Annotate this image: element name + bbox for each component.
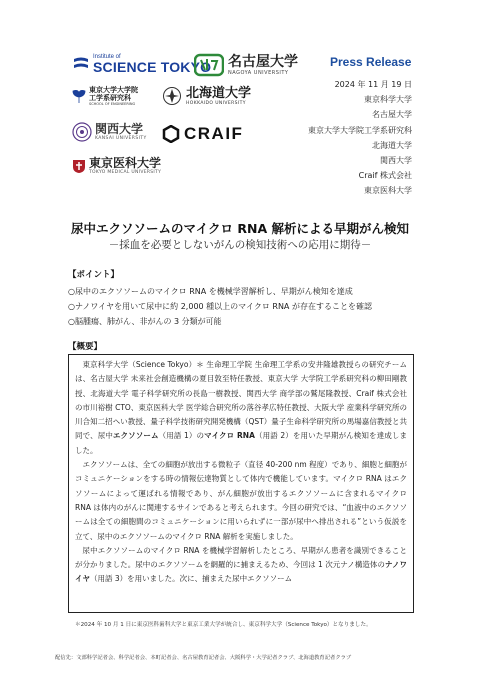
summary-heading: 【概要】 — [68, 342, 103, 352]
tokyo-eng-name-1: 東京大学大学院 — [89, 86, 138, 94]
nagoya-name: 名古屋大学 — [228, 53, 298, 70]
craif-mark-icon — [162, 125, 180, 143]
summary-text — [69, 355, 413, 587]
tmu-sub: TOKYO MEDICAL UNIVERSITY — [89, 170, 162, 175]
point-item: ○脳腫瘍、肺がん、非がんの 3 分類が可能 — [68, 317, 222, 327]
science-tokyo-institute: Institute of — [93, 54, 121, 60]
hokkaido-logo — [162, 86, 251, 106]
summary-text-span: 尿中エクソソームのマイクロ RNA を機械学習解析したところ、早期がん患者を識別できることが分かりました。尿中のエクソソームを網羅的に捕まえるため、今回は 1 次元ナノ構造体の — [75, 545, 407, 570]
term-exosome: エクソソーム — [112, 431, 159, 441]
issuer-item: 関西大学 — [380, 156, 412, 166]
kansai-crest-icon — [72, 122, 92, 142]
nagoya-logo — [194, 53, 298, 77]
craif-logo — [162, 124, 243, 144]
points-heading: 【ポイント】 — [68, 270, 120, 280]
summary-paragraph-1 — [75, 358, 407, 458]
term-microrna: マイクロ RNA — [204, 431, 255, 441]
point-item: ○尿中のエクソソームのマイクロ RNA を機械学習解析し、早期がん検知を達成 — [68, 287, 353, 296]
distribution-list: 配信先：文部科学記者会、科学記者会、本町記者会、名古屋教育記者会、大阪科学・大学記者クラブ、北海道教育記者クラブ — [55, 655, 352, 661]
summary-text-span: 東京科学大学（Science Tokyo）＊ 生命理工学院 生命理工学系の安井隆雄教授らの研究チームは、名古屋大学 未来社会創造機構の夏目敦至特任教授、東京大学 大学院工学系研究科の柳田剛教授、北海道大学 電子科学研究所の長島一樹教授、関西大学 商学部の鷲尾隆教授、Craif 株式会社の市川裕樹 CTO、東京医科大学 医学総合研究所の落谷孝広特任教授、大阪大学 産業科学研究所の川合知二招へい教授、量子科学技術研究開発機構（QST）量子生命科学研究所の馬場嘉信教授と共同で、尿中 — [75, 360, 407, 441]
kansai-name: 関西大学 — [95, 122, 144, 136]
issuer-item: Craif 株式会社 — [358, 171, 412, 181]
issuer-list — [308, 77, 412, 199]
summary-text-span: （用語 1）の — [158, 431, 205, 441]
tokyo-eng-sub: SCHOOL OF ENGINEERING — [89, 102, 136, 106]
summary-paragraph-2: エクソソームは、全ての細胞が放出する微粒子（直径 40-200 nm 程度）であり、細胞と細胞がコミュニケーションをする時の情報伝達物質として体内で機能しています。マイクロ RNA はエクソソームによって運ばれる情報であり、がん細胞が放出するエクソソームに含まれるマイクロ RNA は体内のがんに関連するサインであると考えられます。今回の研究では、“血液中のエクソソームは全ての細胞間のコミュニケーションに用いられずに一部が尿中へ排出される”という仮説を立て、尿中のエクソソームのマイクロ RNA 解析を実施しました。 — [75, 460, 407, 541]
term-nanowire: ナノワイヤ — [75, 560, 407, 584]
issuer-item: 東京大学大学院工学系研究科 — [308, 125, 412, 135]
document-subtitle: －採血を必要としないがんの検知技術への応用に期待－ — [108, 239, 372, 251]
issuer-item: 東京科学大学 — [364, 95, 412, 105]
hokkaido-crest-icon — [162, 86, 182, 106]
summary-paragraph-3 — [75, 544, 407, 587]
nagoya-mark-icon — [194, 53, 224, 77]
ginkgo-icon — [72, 88, 86, 104]
issuer-item: 北海道大学 — [372, 140, 412, 150]
summary-text-span: （用語 2）を用いた早期がん検知を達成しました。 — [75, 431, 408, 455]
tmu-crest-icon — [72, 158, 86, 174]
kansai-sub: KANSAI UNIVERSITY — [95, 136, 147, 141]
tmu-name: 東京医科大学 — [89, 156, 162, 170]
craif-name: CRAIF — [184, 124, 244, 143]
point-item: ○ナノワイヤを用いて尿中に約 2,000 種以上のマイクロ RNA が存在することを確認 — [68, 302, 372, 312]
tmu-logo — [72, 157, 161, 175]
points-list — [68, 284, 372, 330]
science-tokyo-mark-icon — [72, 55, 90, 73]
kansai-logo — [72, 122, 147, 142]
tokyo-eng-logo — [72, 86, 138, 106]
tokyo-eng-name-2: 工学系研究科 — [89, 94, 131, 102]
release-date: 2024 年 11 月 19 日 — [334, 80, 412, 89]
science-tokyo-logo — [72, 54, 211, 74]
nagoya-sub: NAGOYA UNIVERSITY — [228, 69, 289, 76]
hokkaido-sub: HOKKAIDO UNIVERSITY — [186, 100, 246, 106]
press-release-label: Press Release — [330, 55, 412, 69]
footnote: ＊2024 年 10 月 1 日に東京医科歯科大学と東京工業大学が統合し、東京科学大学（Science Tokyo）となりました。 — [75, 622, 372, 628]
science-tokyo-name: SCIENCE TOKYO — [93, 59, 212, 75]
summary-box — [68, 354, 414, 613]
issuer-item: 名古屋大学 — [372, 110, 412, 120]
summary-text-span: （用語 3）を用いました。次に、捕まえた尿中エクソソーム — [90, 574, 293, 584]
issuer-item: 東京医科大学 — [364, 186, 412, 196]
hokkaido-name: 北海道大学 — [186, 85, 252, 101]
document-title: 尿中エクソソームのマイクロ RNA 解析による早期がん検知 — [71, 221, 409, 236]
